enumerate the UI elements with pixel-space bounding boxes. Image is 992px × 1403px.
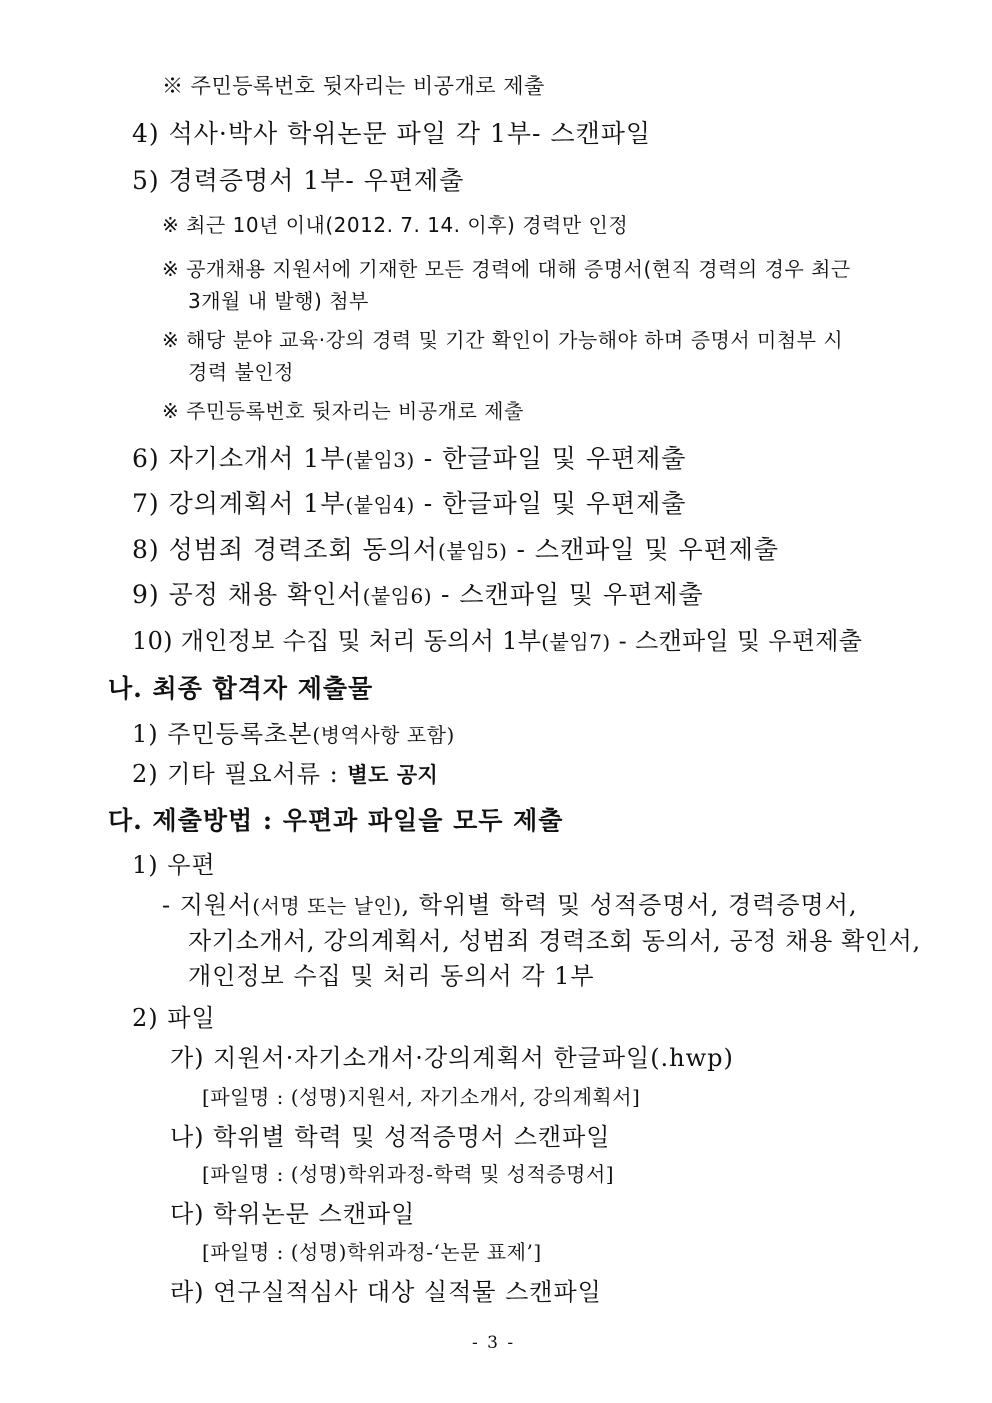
note-check-line2: 경력 불인정 bbox=[188, 360, 294, 384]
list-item-7-method: - 한글파일 및 우편제출 bbox=[414, 489, 687, 518]
list-item-6 bbox=[132, 446, 686, 471]
list-item-4: 4) 석사·박사 학위논문 파일 각 1부- 스캔파일 bbox=[132, 119, 652, 148]
file-item-na-filename: [파일명 : (성명)학위과정-학력 및 성적증명서] bbox=[202, 1162, 615, 1186]
da-item-2: 2) 파일 bbox=[132, 1004, 216, 1032]
na-item-2-text: 2) 기타 필요서류 : bbox=[132, 760, 348, 788]
note-resident-number-1: ※ 주민등록번호 뒷자리는 비공개로 제출 bbox=[162, 74, 545, 98]
file-item-ra: 라) 연구실적심사 대상 실적물 스캔파일 bbox=[170, 1278, 602, 1306]
list-item-9-text: 9) 공정 채용 확인서 bbox=[132, 580, 363, 609]
list-item-7-text: 7) 강의계획서 1부 bbox=[132, 489, 346, 518]
na-item-2 bbox=[132, 762, 438, 786]
mail-documents-line1-note: (서명 또는 날인) bbox=[252, 894, 402, 918]
list-item-10-attachment: (붙임7) bbox=[541, 630, 611, 654]
list-item-10-method: - 스캔파일 및 우편제출 bbox=[610, 627, 863, 655]
file-item-ga-filename: [파일명 : (성명)지원서, 자기소개서, 강의계획서] bbox=[202, 1085, 641, 1109]
mail-documents-line1-text: - 지원서 bbox=[162, 891, 253, 919]
list-item-8-method: - 스캔파일 및 우편제출 bbox=[507, 535, 780, 564]
list-item-10-text: 10) 개인정보 수집 및 처리 동의서 1부 bbox=[132, 627, 542, 655]
list-item-6-method: - 한글파일 및 우편제출 bbox=[414, 444, 687, 473]
list-item-5: 5) 경력증명서 1부- 우편제출 bbox=[132, 166, 465, 195]
note-resident-number-2: ※ 주민등록번호 뒷자리는 비공개로 제출 bbox=[162, 399, 524, 423]
list-item-6-text: 6) 자기소개서 1부 bbox=[132, 444, 346, 473]
note-certificate-line1: ※ 공개채용 지원서에 기재한 모든 경력에 대해 증명서(현직 경력의 경우 최근 bbox=[162, 257, 851, 281]
list-item-9-method: - 스캔파일 및 우편제출 bbox=[432, 580, 704, 609]
file-item-da: 다) 학위논문 스캔파일 bbox=[170, 1200, 416, 1228]
note-certificate-line2: 3개월 내 발행) 첨부 bbox=[188, 289, 369, 313]
file-item-da-filename: [파일명 : (성명)학위과정-‘논문 표제’] bbox=[202, 1240, 542, 1264]
page-number: - 3 - bbox=[472, 1333, 516, 1353]
na-item-1-note: (병역사항 포함) bbox=[312, 723, 455, 747]
mail-documents-line1-rest: , 학위별 학력 및 성적증명서, 경력증명서, bbox=[401, 891, 858, 919]
section-heading-na: 나. 최종 합격자 제출물 bbox=[108, 674, 374, 703]
list-item-8-text: 8) 성범죄 경력조회 동의서 bbox=[132, 535, 439, 564]
list-item-7-attachment: (붙임4) bbox=[345, 493, 415, 517]
file-item-ga: 가) 지원서·자기소개서·강의계획서 한글파일(.hwp) bbox=[170, 1044, 734, 1072]
na-item-1-text: 1) 주민등록초본 bbox=[132, 720, 313, 748]
list-item-9-attachment: (붙임6) bbox=[362, 584, 433, 608]
list-item-9 bbox=[132, 582, 704, 607]
da-item-1: 1) 우편 bbox=[132, 851, 216, 879]
list-item-10 bbox=[132, 629, 862, 653]
mail-documents-line2: 자기소개서, 강의계획서, 성범죄 경력조회 동의서, 공정 채용 확인서, bbox=[188, 927, 921, 955]
mail-documents-line1 bbox=[162, 893, 858, 917]
file-item-na: 나) 학위별 학력 및 성적증명서 스캔파일 bbox=[170, 1123, 611, 1151]
mail-documents-line3: 개인정보 수집 및 처리 동의서 각 1부 bbox=[188, 962, 595, 990]
section-heading-da: 다. 제출방법 : 우편과 파일을 모두 제출 bbox=[108, 806, 564, 835]
list-item-7 bbox=[132, 491, 686, 516]
list-item-6-attachment: (붙임3) bbox=[345, 448, 415, 472]
list-item-8-attachment: (붙임5) bbox=[438, 539, 508, 563]
na-item-1 bbox=[132, 722, 455, 746]
list-item-8 bbox=[132, 537, 779, 562]
note-check-line1: ※ 해당 분야 교육·강의 경력 및 기간 확인이 가능해야 하며 증명서 미첨부 시 bbox=[162, 328, 844, 352]
na-item-2-emphasis: 별도 공지 bbox=[347, 763, 439, 787]
note-recent-career: ※ 최근 10년 이내(2012. 7. 14. 이후) 경력만 인정 bbox=[162, 213, 629, 237]
